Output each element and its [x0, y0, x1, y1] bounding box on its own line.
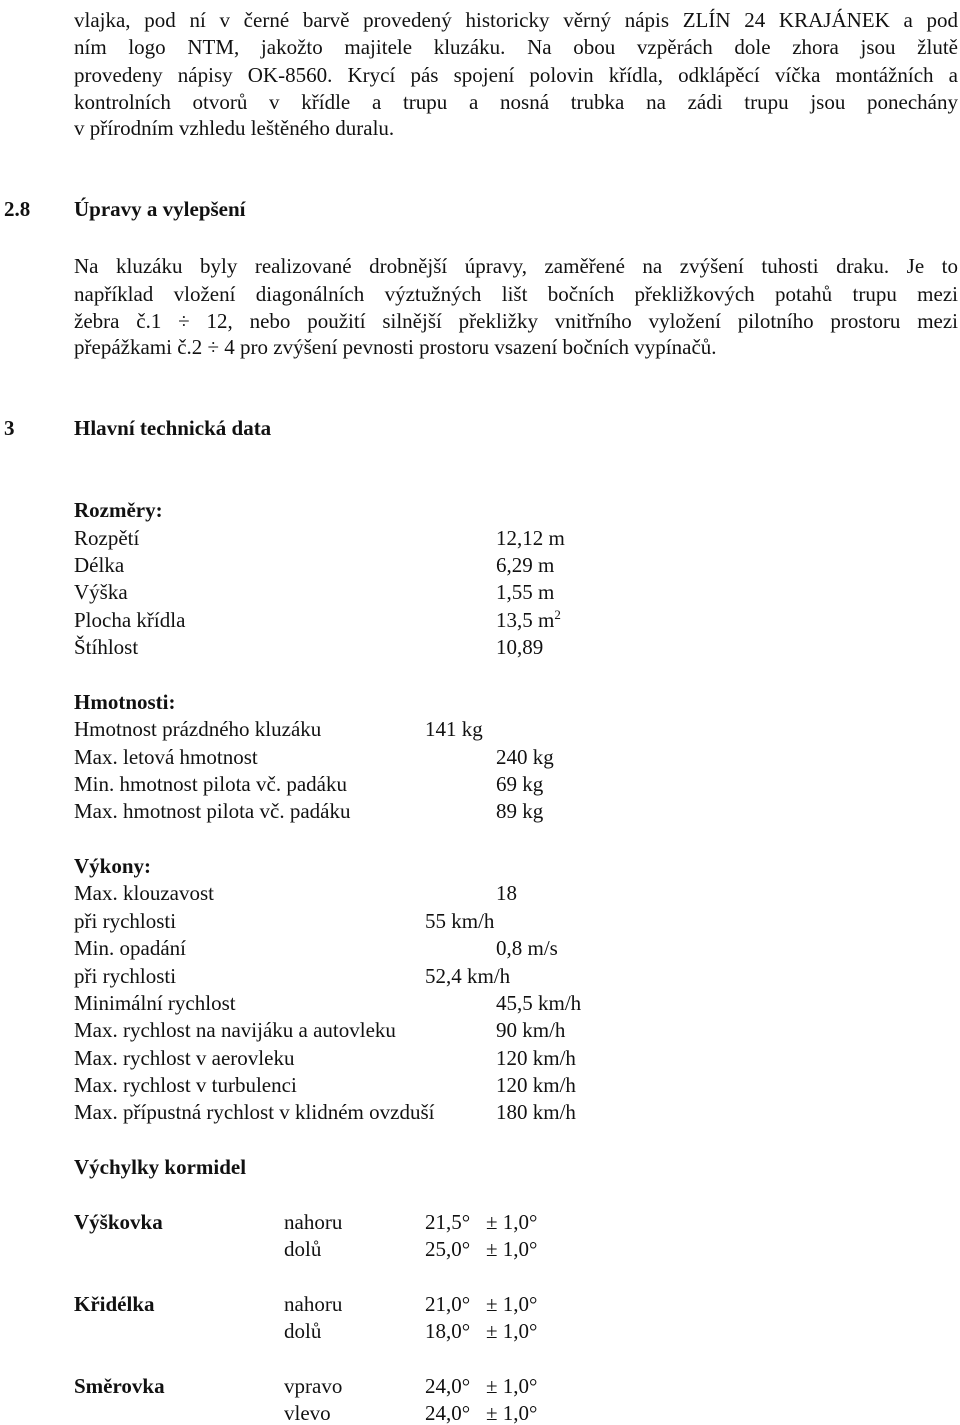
spec-value: 18 [496, 881, 517, 905]
spec-label: Min. hmotnost pilota vč. padáku [74, 772, 347, 796]
spec-value [496, 607, 561, 632]
spec-label: Max. přípustná rychlost v klidném ovzduší [74, 1100, 435, 1124]
spec-label: Min. opadání [74, 936, 186, 960]
control-surface-name: Směrovka [74, 1374, 165, 1398]
spec-value: 141 kg [425, 717, 483, 741]
deflection-direction: nahoru [284, 1292, 343, 1316]
control-surface-name: Křidélka [74, 1292, 155, 1316]
spec-value: 69 kg [496, 772, 544, 796]
deflection-angle: 25,0° [425, 1237, 471, 1261]
spec-value: 0,8 m/s [496, 936, 558, 960]
spec-label: Max. rychlost na navijáku a autovleku [74, 1018, 396, 1042]
paragraph-line: Na kluzáku byly realizované drobnější úpravy, zaměřené na zvýšení tuhosti draku. Je to [74, 254, 958, 278]
deflection-angle: 18,0° [425, 1319, 471, 1343]
rozmery-heading: Rozměry: [74, 498, 163, 522]
spec-label: Max. hmotnost pilota vč. padáku [74, 799, 351, 823]
hmotnosti-heading: Hmotnosti: [74, 690, 176, 714]
spec-value: 1,55 m [496, 580, 555, 604]
deflection-angle: 21,0° [425, 1292, 471, 1316]
intro-line: v přírodním vzhledu leštěného duralu. [74, 116, 395, 140]
superscript: 2 [554, 607, 561, 622]
paragraph-line: přepážkami č.2 ÷ 4 pro zvýšení pevnosti prostoru vsazení bočních vypínačů. [74, 335, 717, 359]
section-number: 2.8 [4, 197, 31, 221]
section-title: Úpravy a vylepšení [74, 197, 246, 221]
deflection-direction: dolů [284, 1319, 322, 1343]
spec-value: 52,4 km/h [425, 964, 511, 988]
spec-value-text: 13,5 m [496, 608, 555, 632]
deflection-tolerance: ± 1,0° [486, 1319, 538, 1343]
deflection-tolerance: ± 1,0° [486, 1237, 538, 1261]
spec-value: 89 kg [496, 799, 544, 823]
spec-value: 120 km/h [496, 1073, 576, 1097]
section-number: 3 [4, 416, 15, 440]
deflection-tolerance: ± 1,0° [486, 1292, 538, 1316]
spec-value: 10,89 [496, 635, 544, 659]
deflection-direction: vlevo [284, 1401, 331, 1425]
spec-value: 180 km/h [496, 1100, 576, 1124]
spec-value: 55 km/h [425, 909, 495, 933]
spec-label: při rychlosti [74, 909, 177, 933]
vychylky-heading: Výchylky kormidel [74, 1155, 247, 1179]
deflection-direction: dolů [284, 1237, 322, 1261]
spec-value: 45,5 km/h [496, 991, 582, 1015]
spec-value: 120 km/h [496, 1046, 576, 1070]
deflection-direction: nahoru [284, 1210, 343, 1234]
spec-value: 90 km/h [496, 1018, 566, 1042]
spec-value: 12,12 m [496, 526, 565, 550]
deflection-angle: 21,5° [425, 1210, 471, 1234]
spec-value: 240 kg [496, 745, 554, 769]
spec-label: Minimální rychlost [74, 991, 236, 1015]
deflection-tolerance: ± 1,0° [486, 1401, 538, 1425]
vykony-heading: Výkony: [74, 854, 152, 878]
spec-label: Délka [74, 553, 125, 577]
intro-line: vlajka, pod ní v černé barvě provedený historicky věrný nápis ZLÍN 24 KRAJÁNEK a pod [74, 8, 958, 32]
spec-label: Max. klouzavost [74, 881, 214, 905]
deflection-tolerance: ± 1,0° [486, 1374, 538, 1398]
intro-line: kontrolních otvorů v křídle a trupu a nosná trubka na zádi trupu jsou ponechány [74, 90, 958, 114]
deflection-angle: 24,0° [425, 1401, 471, 1425]
intro-line: ním logo NTM, jakožto majitele kluzáku. Na obou vzpěrách dole zhora jsou žlutě [74, 35, 958, 59]
spec-label: Štíhlost [74, 635, 139, 659]
spec-label: Max. rychlost v turbulenci [74, 1073, 297, 1097]
spec-label: při rychlosti [74, 964, 177, 988]
control-surface-name: Výškovka [74, 1210, 163, 1234]
spec-label: Výška [74, 580, 128, 604]
spec-label: Max. letová hmotnost [74, 745, 258, 769]
section-title: Hlavní technická data [74, 416, 272, 440]
deflection-angle: 24,0° [425, 1374, 471, 1398]
deflection-direction: vpravo [284, 1374, 343, 1398]
deflection-tolerance: ± 1,0° [486, 1210, 538, 1234]
paragraph-line: například vložení diagonálních výztužných lišt bočních překližkových potahů trupu mezi [74, 282, 958, 306]
spec-label: Plocha křídla [74, 608, 186, 632]
spec-value: 6,29 m [496, 553, 555, 577]
paragraph-line: žebra č.1 ÷ 12, nebo použití silnější překližky vnitřního vyložení pilotního prostoru mezi [74, 309, 958, 333]
spec-label: Max. rychlost v aerovleku [74, 1046, 295, 1070]
spec-label: Hmotnost prázdného kluzáku [74, 717, 322, 741]
intro-line: provedeny nápisy OK-8560. Krycí pás spojení polovin křídla, odklápěcí víčka montážních a [74, 63, 958, 87]
spec-label: Rozpětí [74, 526, 140, 550]
